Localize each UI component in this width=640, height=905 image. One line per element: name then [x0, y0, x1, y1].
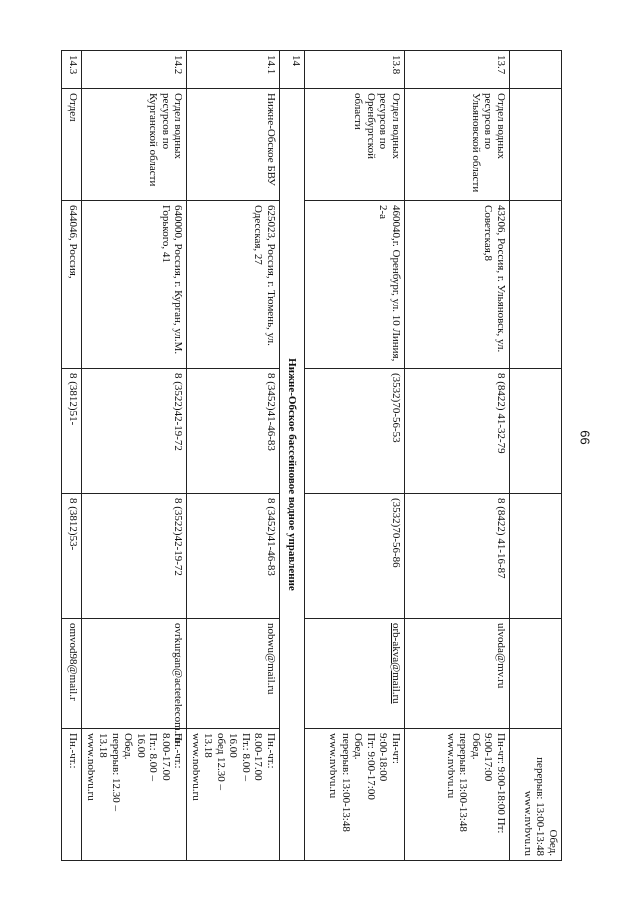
row-phone1: 8 (8422) 41-32-79 [405, 369, 510, 494]
row-num: 14.1 [187, 51, 280, 89]
row-address: 625023, Россия, г. Тюмень, ул. Одесская, 27 [187, 201, 280, 369]
row-phone2 [510, 494, 562, 619]
row-num [510, 51, 562, 89]
table-row [405, 51, 510, 861]
row-hours: Пн.-чт.: [62, 729, 82, 861]
row-phone2: 8 (3522)42-19-72 [82, 494, 187, 619]
table-body [62, 51, 562, 861]
row-address: 460040,г. Оренбург, ул. 10 Линия, 2-а [305, 201, 405, 369]
section-num: 14 [280, 51, 305, 89]
water-authority-table [62, 50, 563, 861]
row-num: 13.8 [305, 51, 405, 89]
rotated-page [67, 50, 562, 860]
row-hours: Пн-чт: 9:00-18:00 Пт: 9:00-17:00 Обед. перерыв: 13:00-13:48 www.nvbvu.ru [405, 729, 510, 861]
row-email: ovrkurgan@actetelecom.ru [82, 619, 187, 729]
table-row [187, 51, 280, 861]
row-email: omvod98@mail.r [62, 619, 82, 729]
table-row [82, 51, 187, 861]
row-name [510, 89, 562, 201]
row-email: ulvoda@mv.ru [405, 619, 510, 729]
row-phone2: (3532)70-56-86 [305, 494, 405, 619]
row-phone2: 8 (8422) 41-16-87 [405, 494, 510, 619]
row-address: 43206, Россия, г. Ульяновск, ул. Советская,8 [405, 201, 510, 369]
row-address [510, 201, 562, 369]
section-header: Нижне-Обское бассейновое водное управление [280, 89, 305, 861]
row-phone2: 8 (3452)41-46-83 [187, 494, 280, 619]
row-phone2: 8 (3812)53- [62, 494, 82, 619]
row-hours: Обед. перерыв: 13:00-13:48 www.nvbvu.ru [510, 729, 562, 861]
row-address: 644046, Россия, [62, 201, 82, 369]
row-name: Нижне-Обское БВУ [187, 89, 280, 201]
page-number: 66 [577, 430, 593, 445]
row-num: 13.7 [405, 51, 510, 89]
section-row [280, 51, 305, 861]
row-name: Отдел водных ресурсов по Оренбургской области [305, 89, 405, 201]
row-email: orb-akva@mail.ru [305, 619, 405, 729]
row-hours: Пн.-чт.: 8.00-17.00 Пт.: 8.00 – 16.00 обед 12.30 – 13.18 www.nobwu.ru [187, 729, 280, 861]
row-name: Отдел водных ресурсов по Ульяновской области [405, 89, 510, 201]
row-name: Отдел [62, 89, 82, 201]
row-phone1: 8 (3522)42-19-72 [82, 369, 187, 494]
row-hours: Пн-чт: 9:00-18:00 Пт: 9:00-17:00 Обед. перерыв: 13:00-13:48 www.nvbvu.ru [305, 729, 405, 861]
table-row [305, 51, 405, 861]
row-phone1 [510, 369, 562, 494]
row-phone1: 8 (3812)51- [62, 369, 82, 494]
row-email: nobwu@mail.ru [187, 619, 280, 729]
row-name: Отдел водных ресурсов по Курганской области [82, 89, 187, 201]
row-num: 14.2 [82, 51, 187, 89]
table-row [510, 51, 562, 861]
row-email [510, 619, 562, 729]
table-row [62, 51, 82, 861]
row-address: 640000, Россия, г. Курган, ул.М. Горького, 41 [82, 201, 187, 369]
row-hours: Пн.-чт.: 8.00-17.00 Пт.: 8.00 – 16.00 Обед. перерыв: 12.30 – 13.18 www.nobwu.ru [82, 729, 187, 861]
row-phone1: 8 (3452)41-46-83 [187, 369, 280, 494]
row-num: 14.3 [62, 51, 82, 89]
row-phone1: (3532)70-56-53 [305, 369, 405, 494]
